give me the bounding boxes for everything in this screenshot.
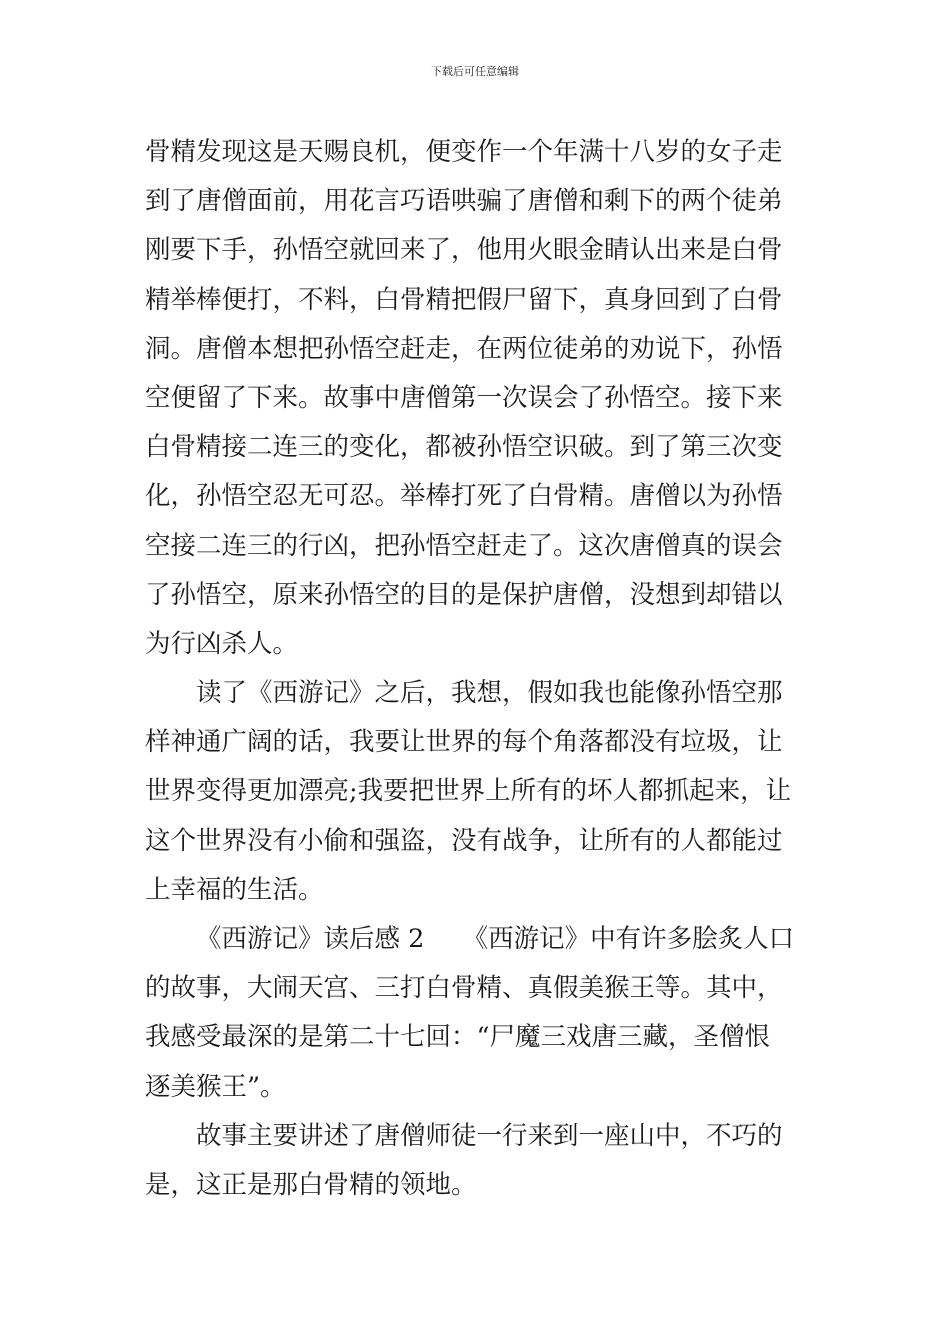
text-line: 白骨精接二连三的变化，都被孙悟空识破。到了第三次变 [145, 432, 783, 463]
text-line: 这个世界没有小偷和强盗，没有战争，让所有的人都能过 [145, 825, 783, 856]
text-line: 精举棒便打，不料，白骨精把假尸留下，真身回到了白骨 [145, 284, 783, 315]
text-line: 逐美猴王”。 [145, 1071, 286, 1102]
text-line: 空便留了下来。故事中唐僧第一次误会了孙悟空。接下来 [145, 382, 783, 413]
page-header: 下载后可任意编辑 [431, 65, 519, 78]
text-line: 样神通广阔的话，我要让世界的每个角落都没有垃圾，让 [145, 727, 783, 758]
text-line: 上幸福的生活。 [145, 874, 324, 905]
text-line: 的故事，大闹天宫、三打白骨精、真假美猴王等。其中， [145, 973, 783, 1004]
text-line: 故事主要讲述了唐僧师徒一行来到一座山中，不巧的 [196, 1120, 783, 1151]
text-line: 了孙悟空，原来孙悟空的目的是保护唐僧，没想到却错以 [145, 579, 783, 610]
text-line: 世界变得更加漂亮;我要把世界上所有的坏人都抓起来，让 [145, 776, 792, 807]
text-line: 我感受最深的是第二十七回：“尸魔三戏唐三藏，圣僧恨 [145, 1022, 771, 1053]
text-line: 到了唐僧面前，用花言巧语哄骗了唐僧和剩下的两个徒弟 [145, 186, 783, 217]
document-body [145, 128, 807, 1210]
text-line: 化，孙悟空忍无可忍。举棒打死了白骨精。唐僧以为孙悟 [145, 481, 783, 512]
text-line: 为行凶杀人。 [145, 628, 299, 659]
text-line: 洞。唐僧本想把孙悟空赶走，在两位徒弟的劝说下，孙悟 [145, 333, 783, 364]
text-line: 骨精发现这是天赐良机，便变作一个年满十八岁的女子走 [145, 137, 783, 167]
text-line: 《西游记》读后感 2 《西游记》中有许多脍炙人口 [196, 924, 795, 954]
text-line: 刚要下手，孙悟空就回来了，他用火眼金睛认出来是白骨 [145, 235, 783, 266]
text-line: 是，这正是那白骨精的领地。 [145, 1169, 477, 1200]
text-line: 空接二连三的行凶，把孙悟空赶走了。这次唐僧真的误会 [145, 530, 783, 561]
text-line: 读了《西游记》之后，我想，假如我也能像孙悟空那 [196, 678, 783, 709]
